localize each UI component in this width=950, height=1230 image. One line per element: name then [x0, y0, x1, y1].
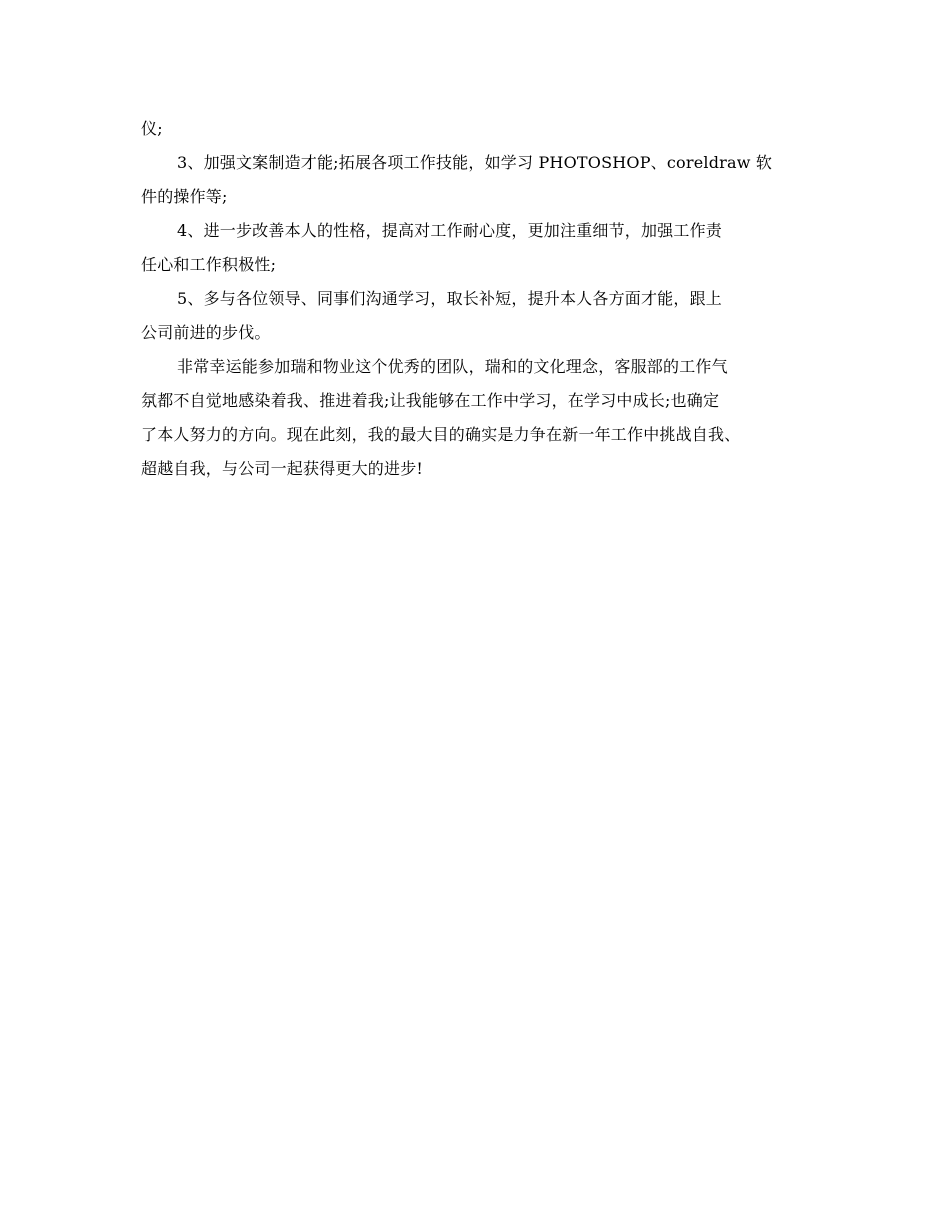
text-line: 件的操作等; — [141, 187, 228, 206]
paragraph-continuation — [141, 112, 825, 146]
paragraph-item-3 — [141, 146, 825, 214]
text-line: 任心和工作积极性; — [141, 255, 277, 274]
paragraph-closing — [141, 350, 825, 486]
paragraph-item-5 — [141, 282, 825, 350]
document-body — [141, 112, 825, 486]
text-line: 公司前进的步伐。 — [141, 323, 271, 342]
text-line: 了本人努力的方向。现在此刻，我的最大目的确实是力争在新一年工作中挑战自我、 — [141, 425, 741, 444]
text-line: 5、多与各位领导、同事们沟通学习，取长补短，提升本人各方面才能，跟上 — [177, 289, 722, 308]
text-line: 3、加强文案制造才能;拓展各项工作技能，如学习 PHOTOSHOP、coreldraw 软 — [177, 153, 773, 172]
text-line: 仪; — [141, 119, 163, 138]
text-line: 4、进一步改善本人的性格，提高对工作耐心度，更加注重细节，加强工作责 — [177, 221, 722, 240]
paragraph-item-4 — [141, 214, 825, 282]
text-line: 氛都不自觉地感染着我、推进着我;让我能够在工作中学习，在学习中成长;也确定 — [141, 391, 720, 410]
text-line: 超越自我，与公司一起获得更大的进步! — [141, 459, 424, 478]
text-line: 非常幸运能参加瑞和物业这个优秀的团队，瑞和的文化理念，客服部的工作气 — [177, 357, 728, 376]
